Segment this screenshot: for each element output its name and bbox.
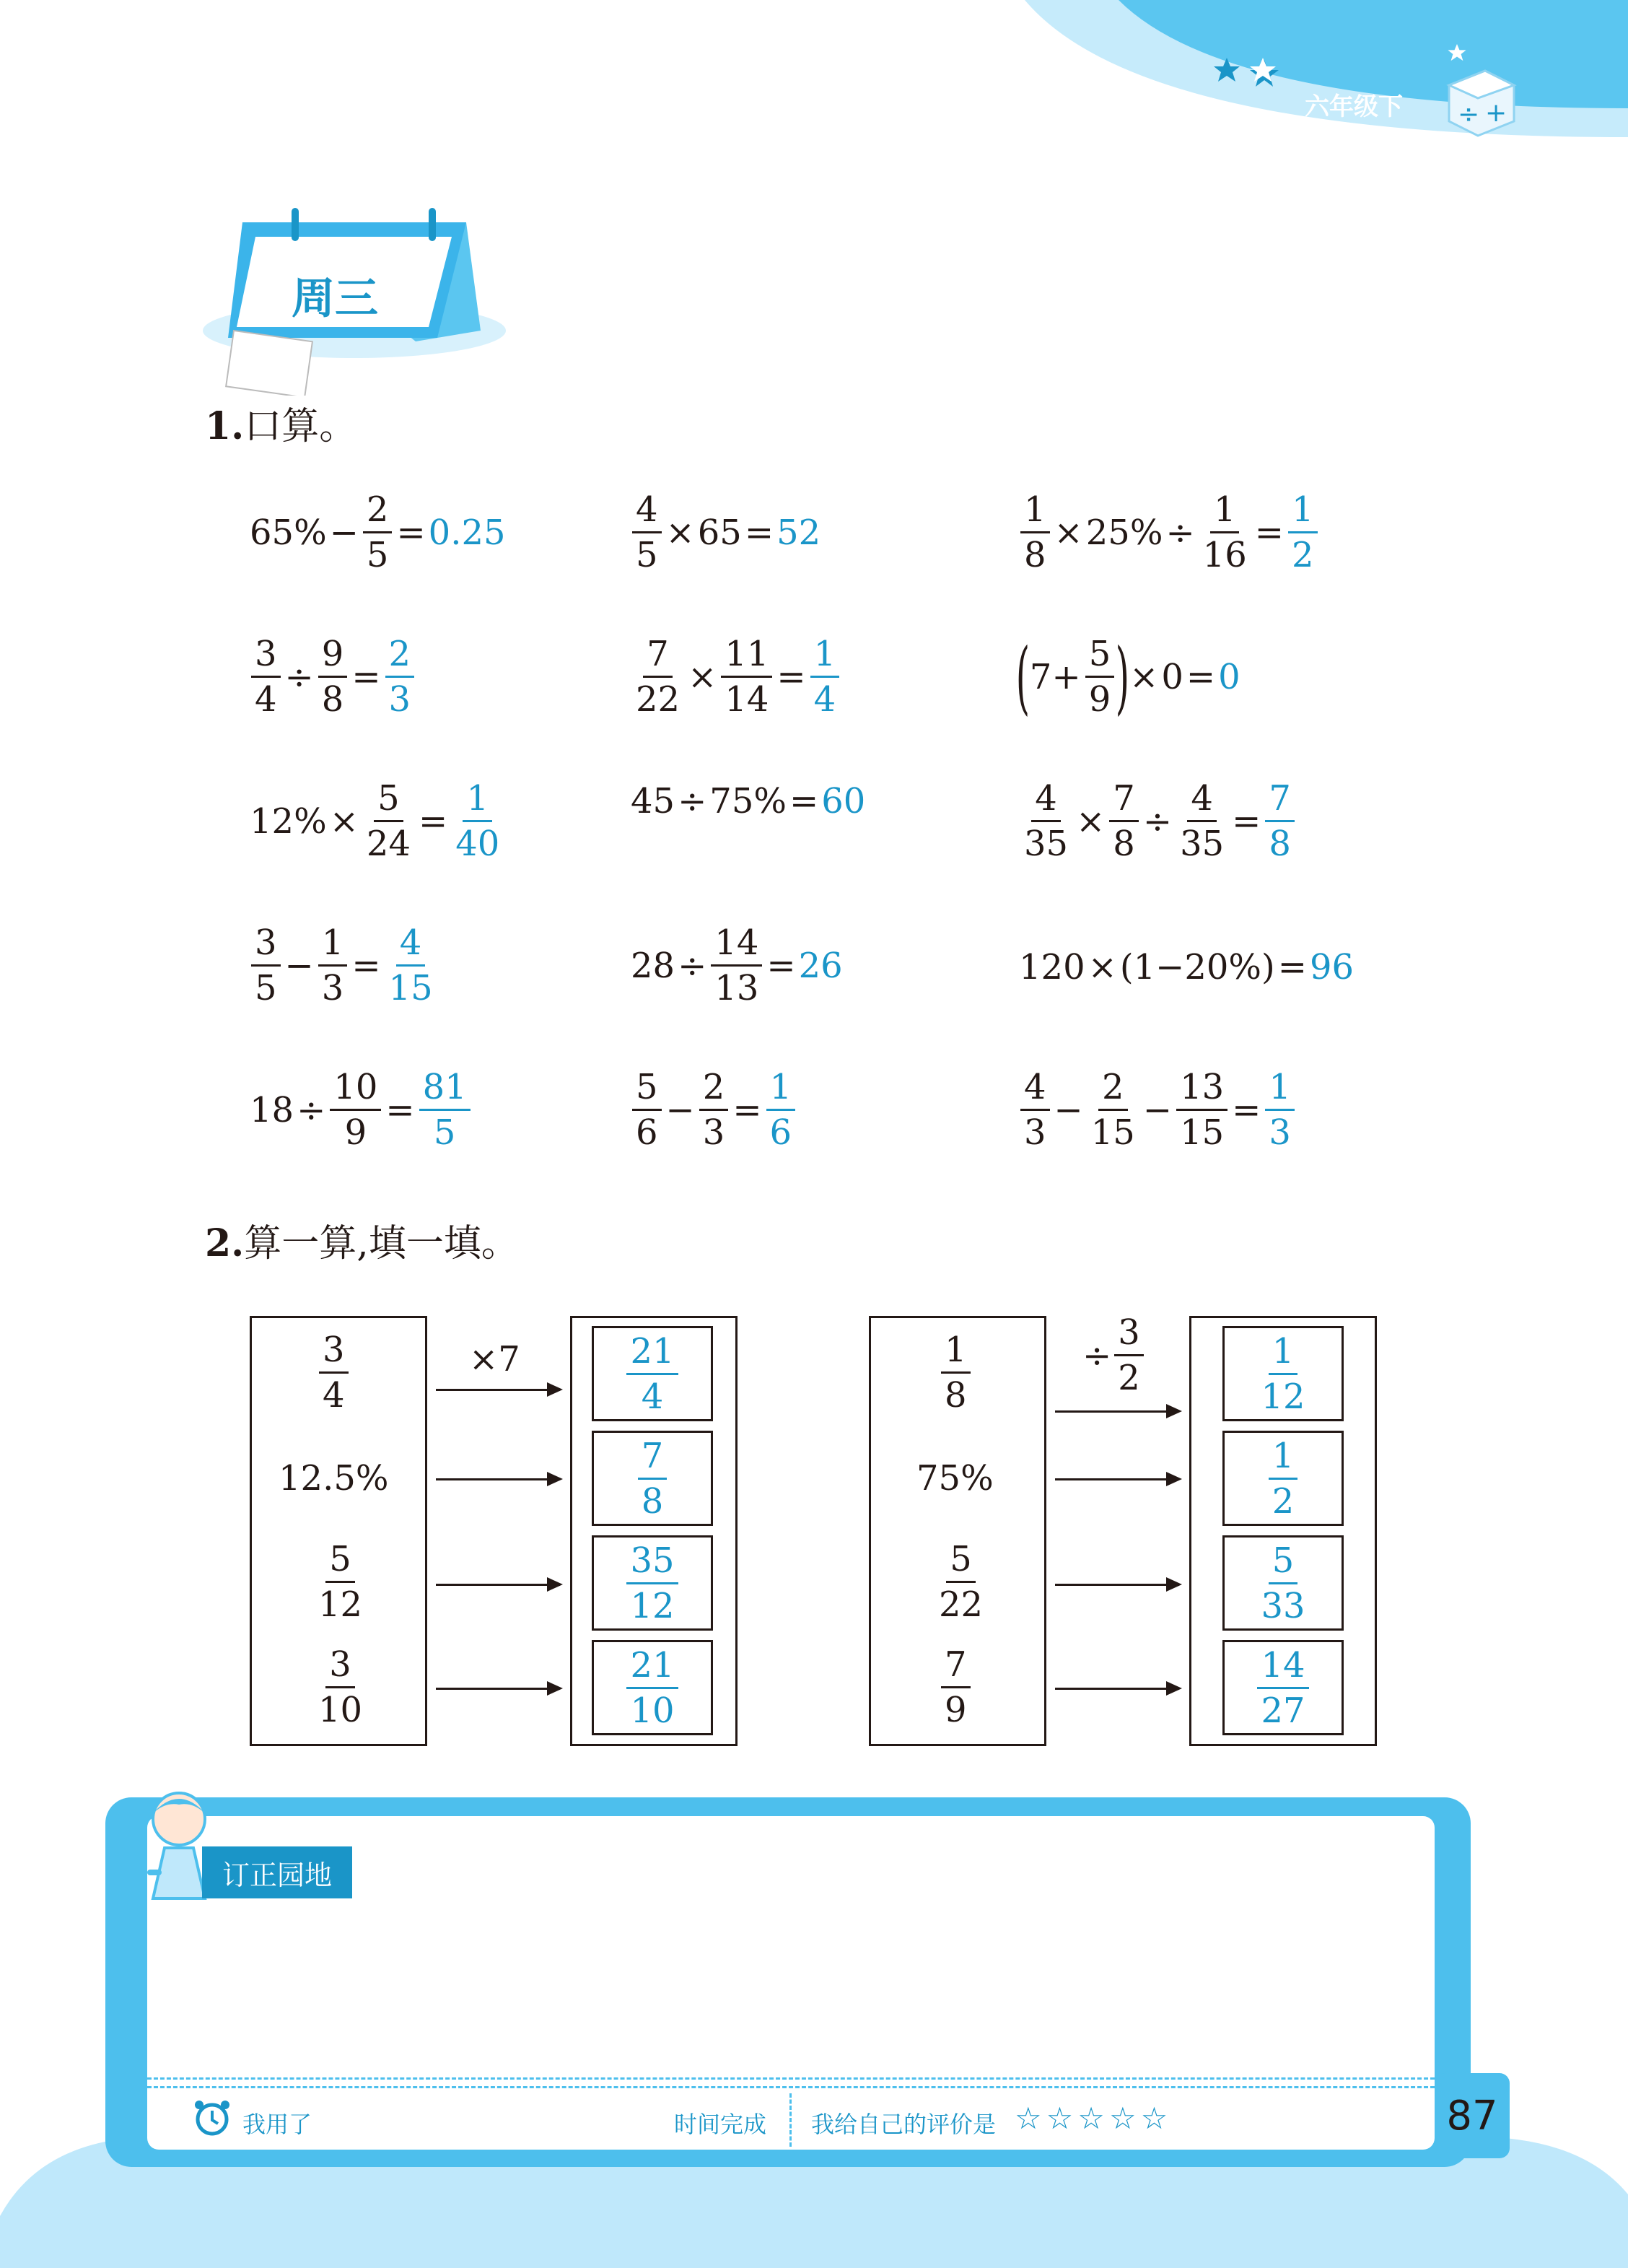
equals: = [1186,656,1216,697]
fraction: $\frac{9}{8}$ [318,637,348,717]
q1-item-2 [629,489,822,575]
fraction: $\frac{10}{9}$ [330,1070,381,1150]
left-input-4: $\frac{3}{10}$ [318,1644,363,1730]
answer-fraction: $\frac{4}{15}$ [388,923,433,1008]
right-input-3: $\frac{5}{22}$ [939,1539,984,1625]
arrow [1055,1410,1179,1413]
fraction: $\frac{7}{8}$ [1109,781,1139,861]
q1-item-10 [248,925,439,1006]
term: 0 [1161,656,1183,697]
answer-cell: $\frac{21}{4}$ [592,1326,713,1421]
q2-text: 算一算,填一填。 [244,1222,519,1265]
operator: × [329,801,359,842]
operator: − [329,512,359,553]
arrow [1055,1688,1179,1690]
term: 75% [709,781,787,821]
term: (1−20%) [1119,947,1275,987]
operator: × [1054,512,1083,553]
term: 12% [250,801,327,842]
dice-icon [1442,64,1521,143]
fraction: $\frac{14}{13}$ [711,925,762,1006]
q1-item-11 [629,925,844,1006]
left-input-3: $\frac{5}{12}$ [318,1539,363,1625]
equals: = [351,656,381,697]
svg-text:÷: ÷ [1458,100,1480,129]
answer-cell: $\frac{14}{27}$ [1222,1640,1344,1735]
rating-stars[interactable]: ☆☆☆☆☆ [1015,2101,1173,2136]
fraction: $\frac{2}{15}$ [1090,1067,1135,1153]
equals: = [744,512,774,553]
arrow [436,1389,560,1391]
percent-value: 75% [916,1458,994,1499]
time-done-label: 时间完成 [674,2111,767,2138]
fraction: $\frac{2}{3}$ [699,1070,729,1150]
right-paren: ) [1116,630,1130,723]
right-input-1: $\frac{1}{8}$ [938,1333,973,1413]
answer-fraction: $\frac{7}{8}$ [1265,781,1295,861]
grade-label: 六年级下 [1305,92,1403,121]
divide-sign: ÷ [1082,1335,1112,1376]
q1-number: 1. [205,404,245,448]
term: 45 [631,781,675,821]
fraction: $\frac{1}{16}$ [1202,489,1247,575]
q1-item-3 [1017,489,1321,575]
operator: ÷ [284,656,314,697]
fraction: $\frac{4}{3}$ [1020,1070,1050,1150]
operator: − [665,1089,695,1130]
arrow [436,1688,560,1690]
operator: ÷ [1142,801,1173,842]
q1-title [205,396,356,450]
answer-fraction: $\frac{81}{5}$ [419,1070,471,1150]
percent-value: 12.5% [279,1458,389,1499]
operator: × [688,656,717,697]
operator: ÷ [297,1089,326,1130]
footer-divider [789,2093,792,2147]
term: 65 [697,512,742,553]
fraction: $\frac{3}{5}$ [251,925,281,1006]
q1-item-8 [629,781,867,821]
equals: = [351,945,381,986]
fraction: $\frac{4}{35}$ [1024,778,1069,864]
answer-cell: $\frac{21}{10}$ [592,1640,713,1735]
answer: 0 [1218,656,1240,697]
left-paren: ( [1015,630,1030,723]
operator: − [1142,1089,1173,1130]
answer-fraction: $\frac{1}{6}$ [766,1070,796,1150]
day-title: 周三 [292,274,378,324]
operator: ÷ [678,945,707,986]
term: 65% [250,512,327,553]
answer-cell: $\frac{1}{12}$ [1222,1326,1344,1421]
q1-item-1 [248,489,507,575]
answer-cell: $\frac{1}{2}$ [1222,1431,1344,1526]
term: 25% [1085,512,1163,553]
fraction: $\frac{5}{24}$ [366,778,411,864]
left-input-1: $\frac{3}{4}$ [316,1333,351,1413]
time-used-label: 我用了 [242,2111,312,2138]
answer-fraction: $\frac{1}{3}$ [1265,1070,1295,1150]
right-input-4: $\frac{7}{9}$ [938,1647,973,1727]
answer-cell: $\frac{5}{33}$ [1222,1535,1344,1631]
arrow [1055,1478,1179,1480]
equals: = [418,801,448,842]
answer: 52 [776,512,821,553]
answer-fraction: $\frac{1}{40}$ [455,778,500,864]
fraction: $\frac{3}{4}$ [251,637,281,717]
answer: 0.25 [428,512,506,553]
operator: − [1054,1089,1083,1130]
fraction: $\frac{13}{15}$ [1176,1070,1227,1150]
arrow [436,1478,560,1480]
divider [147,2077,1435,2080]
answer: 60 [821,781,866,821]
fraction: $\frac{7}{22}$ [636,634,680,720]
fraction: $\frac{5}{6}$ [632,1070,662,1150]
operator: − [284,945,314,986]
q1-item-14 [629,1067,798,1153]
q1-item-12 [1017,947,1355,987]
left-operator: ×7 [469,1339,520,1379]
equals: = [1254,512,1284,553]
equals: = [396,512,426,553]
self-rating-label: 我给自己的评价是 [811,2111,997,2138]
fraction: $\frac{5}{9}$ [1085,637,1115,717]
answer-fraction: $\frac{1}{2}$ [1288,492,1318,572]
operator: × [1129,656,1159,697]
q1-item-6: ( 7+ $\frac{5}{9}$ ) × 0 = 0 [1015,630,1240,723]
operator: ÷ [678,781,707,821]
answer-fraction: $\frac{2}{3}$ [385,637,415,717]
q1-item-9 [1017,778,1297,864]
arrow [1055,1584,1179,1586]
svg-text:+: + [1485,98,1507,128]
fraction: $\frac{11}{14}$ [721,637,772,717]
operator: × [665,512,695,553]
q2-title [205,1213,519,1267]
alarm-clock-icon [192,2098,232,2138]
left-input-2 [277,1458,390,1499]
equals: = [766,945,796,986]
q1-item-15 [1017,1067,1297,1153]
equals: = [1277,947,1307,987]
correction-badge: 订正园地 [202,1846,352,1898]
q1-item-5 [629,634,842,720]
header-banner [996,0,1628,166]
answer: 26 [798,945,843,986]
fraction: $\frac{2}{5}$ [363,492,393,572]
operator: × [1087,947,1117,987]
fraction: $\frac{1}{3}$ [318,925,348,1006]
arrow [436,1584,560,1586]
operator: ÷ [1165,512,1195,553]
operator: × [1076,801,1106,842]
q1-item-4 [248,634,417,720]
fraction: $\frac{4}{5}$ [632,492,662,572]
divider [147,2086,1435,2088]
answer: 96 [1309,947,1355,987]
q1-item-7 [248,778,506,864]
right-operator: ÷ $\frac{3}{2}$ [1082,1315,1147,1395]
answer-cell: $\frac{7}{8}$ [592,1431,713,1526]
fraction: $\frac{1}{8}$ [1020,492,1050,572]
equals: = [1232,1089,1261,1130]
q1-item-13 [248,1067,473,1153]
equals: = [789,781,819,821]
equals: = [732,1089,762,1130]
term: 18 [250,1089,294,1130]
term: 28 [631,945,675,986]
equals: = [385,1089,415,1130]
q2-number: 2. [205,1221,245,1265]
right-input-2 [915,1458,995,1499]
equals: = [1232,801,1261,842]
equals: = [776,656,806,697]
term: 120 [1019,947,1085,987]
fraction: $\frac{4}{35}$ [1180,778,1225,864]
page-number: 87 [1435,2073,1510,2158]
q1-text: 口算。 [244,405,357,448]
answer-fraction: $\frac{1}{4}$ [810,637,840,717]
answer-cell: $\frac{35}{12}$ [592,1535,713,1631]
